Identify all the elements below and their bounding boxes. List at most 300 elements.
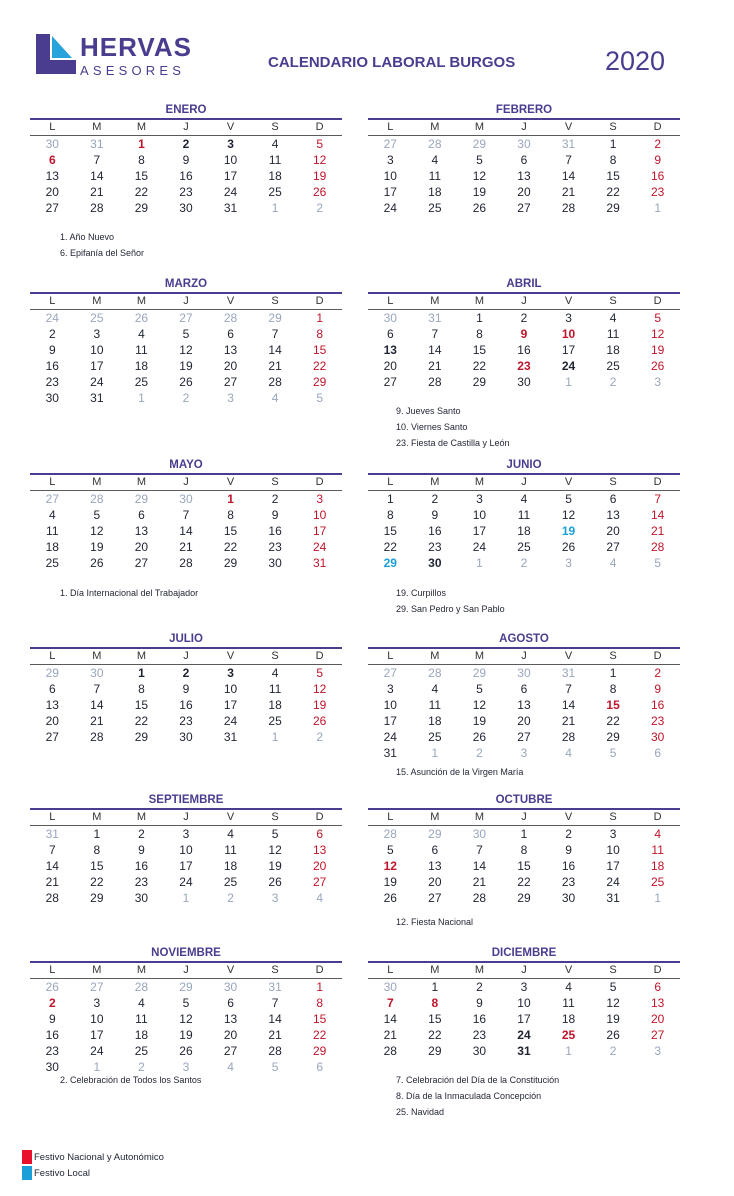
weekday-header: D <box>315 964 324 976</box>
day-cell: 2 <box>609 375 617 389</box>
day-cell: 29 <box>428 1044 442 1058</box>
day-cell: 2 <box>271 492 279 506</box>
day-cell: 15 <box>606 169 620 183</box>
day-cell: 27 <box>179 311 193 325</box>
day-cell: 4 <box>609 556 617 570</box>
day-cell: 30 <box>561 891 576 905</box>
holiday-note: 23. Fiesta de Castilla y León <box>396 438 510 448</box>
weekday-header: V <box>564 650 573 662</box>
day-cell: 24 <box>90 1044 104 1058</box>
month-name: ABRIL <box>506 278 542 290</box>
legend-swatch <box>22 1150 32 1164</box>
month-noviembre <box>30 946 342 1075</box>
day-cell: 26 <box>179 375 193 389</box>
day-cell: 17 <box>383 714 397 728</box>
week-row <box>30 184 342 200</box>
weekday-header-row <box>30 475 342 491</box>
day-cell: 28 <box>428 137 442 151</box>
month-mayo <box>30 458 342 571</box>
day-cell: 23 <box>650 714 665 728</box>
day-cell: 29 <box>45 666 59 680</box>
week-row <box>30 507 342 523</box>
day-cell: 25 <box>134 375 149 389</box>
week-row <box>368 326 680 342</box>
day-cell: 15 <box>312 343 327 357</box>
day-cell: 1 <box>271 201 279 215</box>
day-cell: 13 <box>428 859 442 873</box>
weekday-header-row <box>30 294 342 310</box>
day-cell: 18 <box>517 524 531 538</box>
day-cell: 15 <box>517 859 531 873</box>
day-cell: 27 <box>223 1044 238 1058</box>
day-cell: 24 <box>472 540 487 554</box>
day-cell: 20 <box>428 875 442 889</box>
weekday-header: L <box>49 964 56 976</box>
day-cell: 16 <box>428 524 442 538</box>
day-cell: 19 <box>472 185 487 199</box>
weekday-header: V <box>226 121 235 133</box>
day-cell: 2 <box>182 391 190 405</box>
day-cell: 4 <box>271 137 279 151</box>
day-cell: 14 <box>90 698 104 712</box>
week-row <box>368 713 680 729</box>
day-cell: 17 <box>223 169 238 183</box>
day-cell: 22 <box>312 1028 327 1042</box>
day-cell: 26 <box>45 980 59 994</box>
day-cell: 13 <box>45 698 59 712</box>
day-cell: 3 <box>227 391 234 405</box>
day-cell: 11 <box>135 1012 148 1026</box>
day-cell: 26 <box>472 730 487 744</box>
day-cell: 14 <box>561 169 576 183</box>
weekday-header: M <box>430 650 440 662</box>
week-row <box>368 729 680 745</box>
weekday-header: L <box>49 811 56 823</box>
day-cell: 2 <box>48 996 56 1010</box>
week-row <box>368 342 680 358</box>
week-row <box>30 1043 342 1059</box>
day-cell: 30 <box>472 827 487 841</box>
day-cell: 31 <box>223 730 238 744</box>
weekday-header: D <box>315 811 324 823</box>
day-cell: 14 <box>268 1012 282 1026</box>
weekday-header: V <box>564 295 573 307</box>
day-cell: 4 <box>431 153 439 167</box>
day-cell: 1 <box>654 891 661 905</box>
weekday-header: J <box>521 295 527 307</box>
day-cell: 19 <box>179 1028 193 1042</box>
holiday-note: 6. Epifanía del Señor <box>60 248 145 258</box>
logo-subtitle: ASESORES <box>80 63 186 78</box>
day-cell: 29 <box>517 891 531 905</box>
day-cell: 18 <box>134 1028 149 1042</box>
day-cell: 2 <box>654 666 661 680</box>
day-cell: 10 <box>90 343 104 357</box>
day-cell: 16 <box>45 1028 59 1042</box>
day-cell: 12 <box>179 343 193 357</box>
weekday-header: M <box>430 811 440 823</box>
day-cell: 12 <box>312 682 327 696</box>
day-cell: 22 <box>90 875 104 889</box>
day-cell: 30 <box>650 730 665 744</box>
day-cell: 30 <box>517 137 531 151</box>
day-cell: 6 <box>48 682 56 696</box>
day-cell: 1 <box>609 137 617 151</box>
day-cell: 1 <box>138 137 145 151</box>
day-cell: 28 <box>45 891 59 905</box>
day-cell: 13 <box>517 169 531 183</box>
day-cell: 30 <box>134 891 149 905</box>
day-cell: 2 <box>182 137 190 151</box>
week-row <box>368 152 680 168</box>
day-cell: 4 <box>565 980 572 994</box>
day-cell: 13 <box>223 1012 238 1026</box>
day-cell: 9 <box>182 153 190 167</box>
day-cell: 27 <box>312 875 327 889</box>
day-cell: 16 <box>268 524 282 538</box>
day-cell: 5 <box>316 391 323 405</box>
day-cell: 22 <box>223 540 238 554</box>
day-cell: 21 <box>561 185 576 199</box>
day-cell: 31 <box>561 666 576 680</box>
day-cell: 20 <box>312 859 327 873</box>
day-cell: 27 <box>383 137 397 151</box>
day-cell: 18 <box>45 540 59 554</box>
day-cell: 9 <box>138 843 145 857</box>
week-row <box>30 681 342 697</box>
day-cell: 25 <box>268 714 282 728</box>
day-cell: 19 <box>179 359 193 373</box>
weekday-header: S <box>609 811 617 823</box>
day-cell: 19 <box>472 714 487 728</box>
logo-wordmark: HERVAS <box>80 32 192 62</box>
day-cell: 15 <box>134 169 149 183</box>
day-cell: 16 <box>179 698 193 712</box>
day-cell: 15 <box>312 1012 327 1026</box>
legend-label: Festivo Local <box>34 1167 90 1179</box>
week-row <box>368 890 680 906</box>
weekday-header: D <box>315 121 324 133</box>
day-cell: 8 <box>431 996 439 1010</box>
week-row <box>368 358 680 374</box>
day-cell: 9 <box>48 343 56 357</box>
legend-swatch <box>22 1166 32 1180</box>
day-cell: 1 <box>316 980 323 994</box>
day-cell: 30 <box>223 980 238 994</box>
day-cell: 11 <box>46 524 59 538</box>
day-cell: 2 <box>520 556 528 570</box>
day-cell: 29 <box>428 827 442 841</box>
day-cell: 12 <box>312 153 327 167</box>
day-cell: 27 <box>45 492 59 506</box>
day-cell: 1 <box>182 891 190 905</box>
day-cell: 8 <box>93 843 101 857</box>
day-cell: 3 <box>93 327 101 341</box>
day-cell: 26 <box>472 201 487 215</box>
weekday-header: M <box>92 650 102 662</box>
month-name: MARZO <box>164 278 208 290</box>
day-cell: 1 <box>386 492 394 506</box>
day-cell: 3 <box>93 996 101 1010</box>
day-cell: 31 <box>45 827 59 841</box>
weekday-header: V <box>564 121 573 133</box>
weekday-header: D <box>315 476 324 488</box>
weekday-header: S <box>609 964 617 976</box>
day-cell: 29 <box>268 311 282 325</box>
week-row <box>368 826 680 842</box>
day-cell: 20 <box>383 359 397 373</box>
day-cell: 19 <box>312 698 327 712</box>
day-cell: 8 <box>316 996 323 1010</box>
weekday-header: J <box>521 964 527 976</box>
month-name: MAYO <box>169 459 203 471</box>
day-cell: 3 <box>654 1044 661 1058</box>
day-cell: 27 <box>383 666 397 680</box>
day-cell: 5 <box>609 980 617 994</box>
legend-item <box>22 1166 90 1180</box>
day-cell: 10 <box>561 327 576 341</box>
month-julio <box>30 632 342 745</box>
day-cell: 22 <box>517 875 531 889</box>
day-cell: 3 <box>520 746 528 760</box>
weekday-header: J <box>183 295 189 307</box>
weekday-header: L <box>49 650 56 662</box>
day-cell: 7 <box>476 843 483 857</box>
day-cell: 11 <box>606 327 620 341</box>
day-cell: 2 <box>48 327 56 341</box>
day-cell: 11 <box>428 698 442 712</box>
month-name: OCTUBRE <box>495 794 553 806</box>
day-cell: 1 <box>431 980 439 994</box>
day-cell: 2 <box>182 666 190 680</box>
day-cell: 2 <box>520 311 528 325</box>
day-cell: 8 <box>316 327 323 341</box>
weekday-header: L <box>49 295 56 307</box>
day-cell: 10 <box>606 843 620 857</box>
day-cell: 1 <box>609 666 617 680</box>
weekday-header: D <box>653 295 662 307</box>
day-cell: 25 <box>90 311 104 325</box>
day-cell: 1 <box>316 311 323 325</box>
day-cell: 2 <box>138 1060 145 1074</box>
day-cell: 29 <box>179 980 193 994</box>
week-row <box>368 1043 680 1059</box>
day-cell: 21 <box>383 1028 397 1042</box>
month-name: SEPTIEMBRE <box>148 794 224 806</box>
day-cell: 25 <box>428 730 442 744</box>
weekday-header: D <box>653 476 662 488</box>
weekday-header: S <box>271 295 279 307</box>
day-cell: 3 <box>520 980 528 994</box>
day-cell: 17 <box>312 524 327 538</box>
day-cell: 1 <box>476 556 483 570</box>
weekday-header: M <box>92 121 102 133</box>
day-cell: 5 <box>271 827 279 841</box>
day-cell: 24 <box>223 714 238 728</box>
day-cell: 19 <box>383 875 397 889</box>
day-cell: 24 <box>179 875 193 889</box>
day-cell: 11 <box>224 843 237 857</box>
week-row <box>368 136 680 152</box>
day-cell: 22 <box>134 185 149 199</box>
week-row <box>30 979 342 995</box>
day-cell: 14 <box>268 343 282 357</box>
weekday-header: V <box>564 811 573 823</box>
day-cell: 20 <box>517 714 531 728</box>
day-cell: 25 <box>561 1028 576 1042</box>
day-cell: 15 <box>428 1012 442 1026</box>
day-cell: 1 <box>431 746 439 760</box>
weekday-header: M <box>474 121 484 133</box>
day-cell: 8 <box>227 508 234 522</box>
weekday-header: D <box>315 295 324 307</box>
day-cell: 15 <box>472 343 487 357</box>
day-cell: 23 <box>561 875 576 889</box>
day-cell: 17 <box>606 859 620 873</box>
week-row <box>368 523 680 539</box>
day-cell: 4 <box>565 746 572 760</box>
day-cell: 30 <box>383 980 397 994</box>
weekday-header-row <box>368 649 680 665</box>
day-cell: 20 <box>606 524 620 538</box>
day-cell: 24 <box>383 730 397 744</box>
day-cell: 18 <box>223 859 238 873</box>
day-cell: 1 <box>93 827 101 841</box>
day-cell: 22 <box>472 359 487 373</box>
day-cell: 18 <box>606 343 620 357</box>
day-cell: 5 <box>476 153 483 167</box>
day-cell: 13 <box>606 508 620 522</box>
day-cell: 24 <box>90 375 104 389</box>
day-cell: 27 <box>650 1028 665 1042</box>
weekday-header: M <box>474 295 484 307</box>
calendar-year: 2020 <box>605 46 666 76</box>
day-cell: 22 <box>312 359 327 373</box>
day-cell: 2 <box>138 827 145 841</box>
day-cell: 16 <box>179 169 193 183</box>
day-cell: 9 <box>520 327 528 341</box>
weekday-header: J <box>521 476 527 488</box>
weekday-header: L <box>387 295 394 307</box>
day-cell: 3 <box>227 137 234 151</box>
day-cell: 7 <box>386 996 394 1010</box>
day-cell: 18 <box>428 714 442 728</box>
day-cell: 10 <box>517 996 531 1010</box>
week-row <box>30 713 342 729</box>
weekday-header: L <box>49 476 56 488</box>
week-row <box>368 665 680 681</box>
day-cell: 6 <box>520 153 528 167</box>
weekday-header: L <box>387 964 394 976</box>
day-cell: 9 <box>182 682 190 696</box>
month-diciembre <box>368 946 680 1059</box>
day-cell: 4 <box>609 311 617 325</box>
weekday-header: L <box>387 650 394 662</box>
day-cell: 19 <box>650 343 665 357</box>
week-row <box>368 995 680 1011</box>
day-cell: 27 <box>90 980 104 994</box>
week-row <box>368 1011 680 1027</box>
weekday-header: S <box>609 476 617 488</box>
day-cell: 26 <box>312 714 327 728</box>
holiday-note: 19. Curpillos <box>396 588 447 598</box>
day-cell: 29 <box>312 375 327 389</box>
weekday-header: M <box>92 811 102 823</box>
day-cell: 21 <box>428 359 442 373</box>
weekday-header: J <box>521 121 527 133</box>
day-cell: 28 <box>90 492 104 506</box>
week-row <box>368 507 680 523</box>
day-cell: 27 <box>606 540 620 554</box>
day-cell: 17 <box>472 524 487 538</box>
weekday-header: D <box>653 964 662 976</box>
day-cell: 11 <box>562 996 575 1010</box>
day-cell: 28 <box>428 666 442 680</box>
weekday-header: J <box>183 476 189 488</box>
day-cell: 11 <box>268 153 282 167</box>
day-cell: 12 <box>179 1012 193 1026</box>
week-row <box>368 842 680 858</box>
day-cell: 15 <box>606 698 620 712</box>
weekday-header: L <box>387 121 394 133</box>
day-cell: 8 <box>476 327 483 341</box>
day-cell: 3 <box>316 492 323 506</box>
holiday-note: 15. Asunción de la Virgen María <box>396 767 524 777</box>
day-cell: 19 <box>561 524 576 538</box>
day-cell: 20 <box>223 1028 238 1042</box>
weekday-header: L <box>387 476 394 488</box>
week-row <box>30 390 342 406</box>
day-cell: 21 <box>90 714 104 728</box>
weekday-header: L <box>387 811 394 823</box>
day-cell: 1 <box>654 201 661 215</box>
day-cell: 16 <box>517 343 531 357</box>
week-row <box>368 310 680 326</box>
weekday-header: M <box>136 295 146 307</box>
day-cell: 1 <box>271 730 279 744</box>
day-cell: 4 <box>138 327 145 341</box>
week-row <box>30 326 342 342</box>
day-cell: 12 <box>90 524 104 538</box>
week-row <box>30 310 342 326</box>
day-cell: 31 <box>312 556 327 570</box>
day-cell: 26 <box>561 540 576 554</box>
day-cell: 3 <box>476 492 483 506</box>
week-row <box>368 491 680 507</box>
day-cell: 14 <box>561 698 576 712</box>
day-cell: 23 <box>134 875 149 889</box>
day-cell: 25 <box>517 540 531 554</box>
weekday-header-row <box>30 649 342 665</box>
week-row <box>30 665 342 681</box>
day-cell: 1 <box>476 311 483 325</box>
legend-label: Festivo Nacional y Autonómico <box>34 1151 164 1163</box>
day-cell: 9 <box>654 153 661 167</box>
day-cell: 30 <box>472 1044 487 1058</box>
day-cell: 1 <box>520 827 528 841</box>
week-row <box>30 342 342 358</box>
day-cell: 10 <box>472 508 487 522</box>
month-name: DICIEMBRE <box>491 947 557 959</box>
day-cell: 29 <box>472 666 487 680</box>
day-cell: 28 <box>268 1044 282 1058</box>
day-cell: 13 <box>517 698 531 712</box>
day-cell: 12 <box>268 843 282 857</box>
weekday-header-row <box>368 810 680 826</box>
page-title: CALENDARIO LABORAL BURGOS <box>268 54 516 71</box>
weekday-header-row <box>30 963 342 979</box>
weekday-header: J <box>183 650 189 662</box>
